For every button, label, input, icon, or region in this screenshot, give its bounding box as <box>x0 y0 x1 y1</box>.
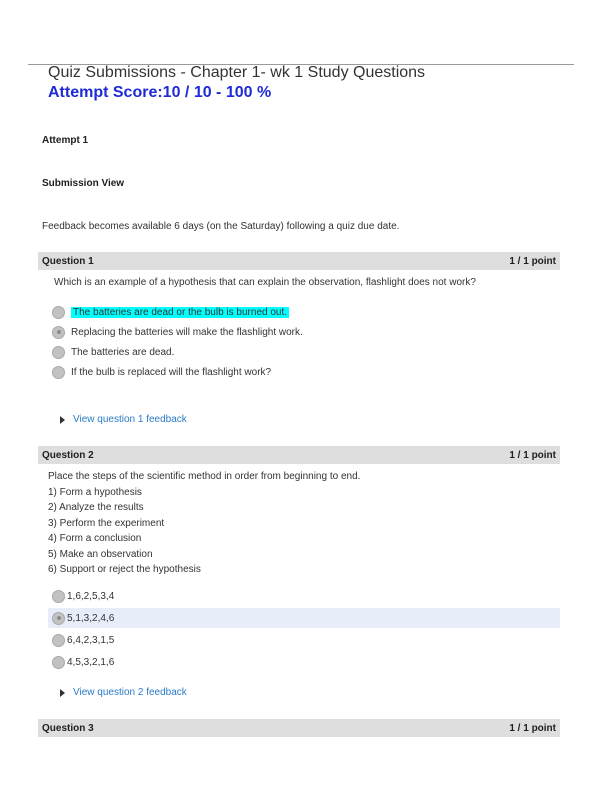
attempt-score: Attempt Score:10 / 10 - 100 % <box>48 84 272 101</box>
feedback-link-label[interactable]: View question 1 feedback <box>73 414 187 425</box>
radio-button-icon[interactable] <box>52 590 65 603</box>
answer-label: 6,4,2,3,1,5 <box>67 634 115 646</box>
answer-label: The batteries are dead or the bulb is burned out. <box>73 306 288 318</box>
radio-button-icon[interactable] <box>52 656 65 669</box>
step-item: 2) Analyze the results <box>48 502 144 514</box>
answer-label: 4,5,3,2,1,6 <box>67 656 115 668</box>
answer-label: 5,1,3,2,4,6 <box>67 612 115 624</box>
scientific-method-steps <box>48 485 201 577</box>
submission-view-label: Submission View <box>42 178 125 189</box>
answer-label: The batteries are dead. <box>71 346 175 358</box>
triangle-right-icon <box>60 689 65 697</box>
page-title: Quiz Submissions - Chapter 1- wk 1 Study Questions <box>48 64 426 81</box>
answer-option[interactable] <box>48 302 560 322</box>
answer-label: 1,6,2,5,3,4 <box>67 590 115 602</box>
answer-option[interactable] <box>48 362 560 382</box>
answer-option[interactable] <box>48 342 560 362</box>
step-item: 4) Form a conclusion <box>48 533 142 545</box>
step-item: 5) Make an observation <box>48 548 153 560</box>
radio-button-icon[interactable] <box>52 634 65 647</box>
question-title: Question 2 <box>42 449 94 461</box>
question-1-feedback-link[interactable] <box>60 414 187 425</box>
answer-label: Replacing the batteries will make the flashlight work. <box>71 326 303 338</box>
radio-button-icon[interactable] <box>52 306 65 319</box>
question-3-header <box>38 719 560 737</box>
answer-label: If the bulb is replaced will the flashlight work? <box>71 366 272 378</box>
attempt-label: Attempt 1 <box>42 135 89 146</box>
question-2-feedback-link[interactable] <box>60 687 187 698</box>
question-points: 1 / 1 point <box>509 722 556 734</box>
question-points: 1 / 1 point <box>509 449 556 461</box>
radio-button-icon[interactable] <box>52 346 65 359</box>
answer-option-selected[interactable] <box>48 608 560 628</box>
answer-option[interactable] <box>48 630 560 650</box>
radio-button-icon[interactable] <box>52 326 65 339</box>
step-item: 3) Perform the experiment <box>48 517 165 529</box>
radio-button-icon[interactable] <box>52 612 65 625</box>
question-1-header <box>38 252 560 270</box>
answer-option-selected[interactable] <box>48 322 560 342</box>
answer-option[interactable] <box>48 586 560 606</box>
feedback-note: Feedback becomes available 6 days (on the Saturday) following a quiz due date. <box>42 221 400 232</box>
step-item: 6) Support or reject the hypothesis <box>48 564 201 576</box>
question-title: Question 1 <box>42 255 94 267</box>
question-points: 1 / 1 point <box>509 255 556 267</box>
question-2-header <box>38 446 560 464</box>
question-title: Question 3 <box>42 722 94 734</box>
feedback-link-label[interactable]: View question 2 feedback <box>73 687 187 698</box>
question-1-prompt: Which is an example of a hypothesis that can explain the observation, flashlight does not work? <box>54 277 476 288</box>
step-item: 1) Form a hypothesis <box>48 487 142 498</box>
answer-option[interactable] <box>48 652 560 672</box>
radio-button-icon[interactable] <box>52 366 65 379</box>
question-2-prompt: Place the steps of the scientific method in order from beginning to end. <box>48 471 361 482</box>
triangle-right-icon <box>60 416 65 424</box>
